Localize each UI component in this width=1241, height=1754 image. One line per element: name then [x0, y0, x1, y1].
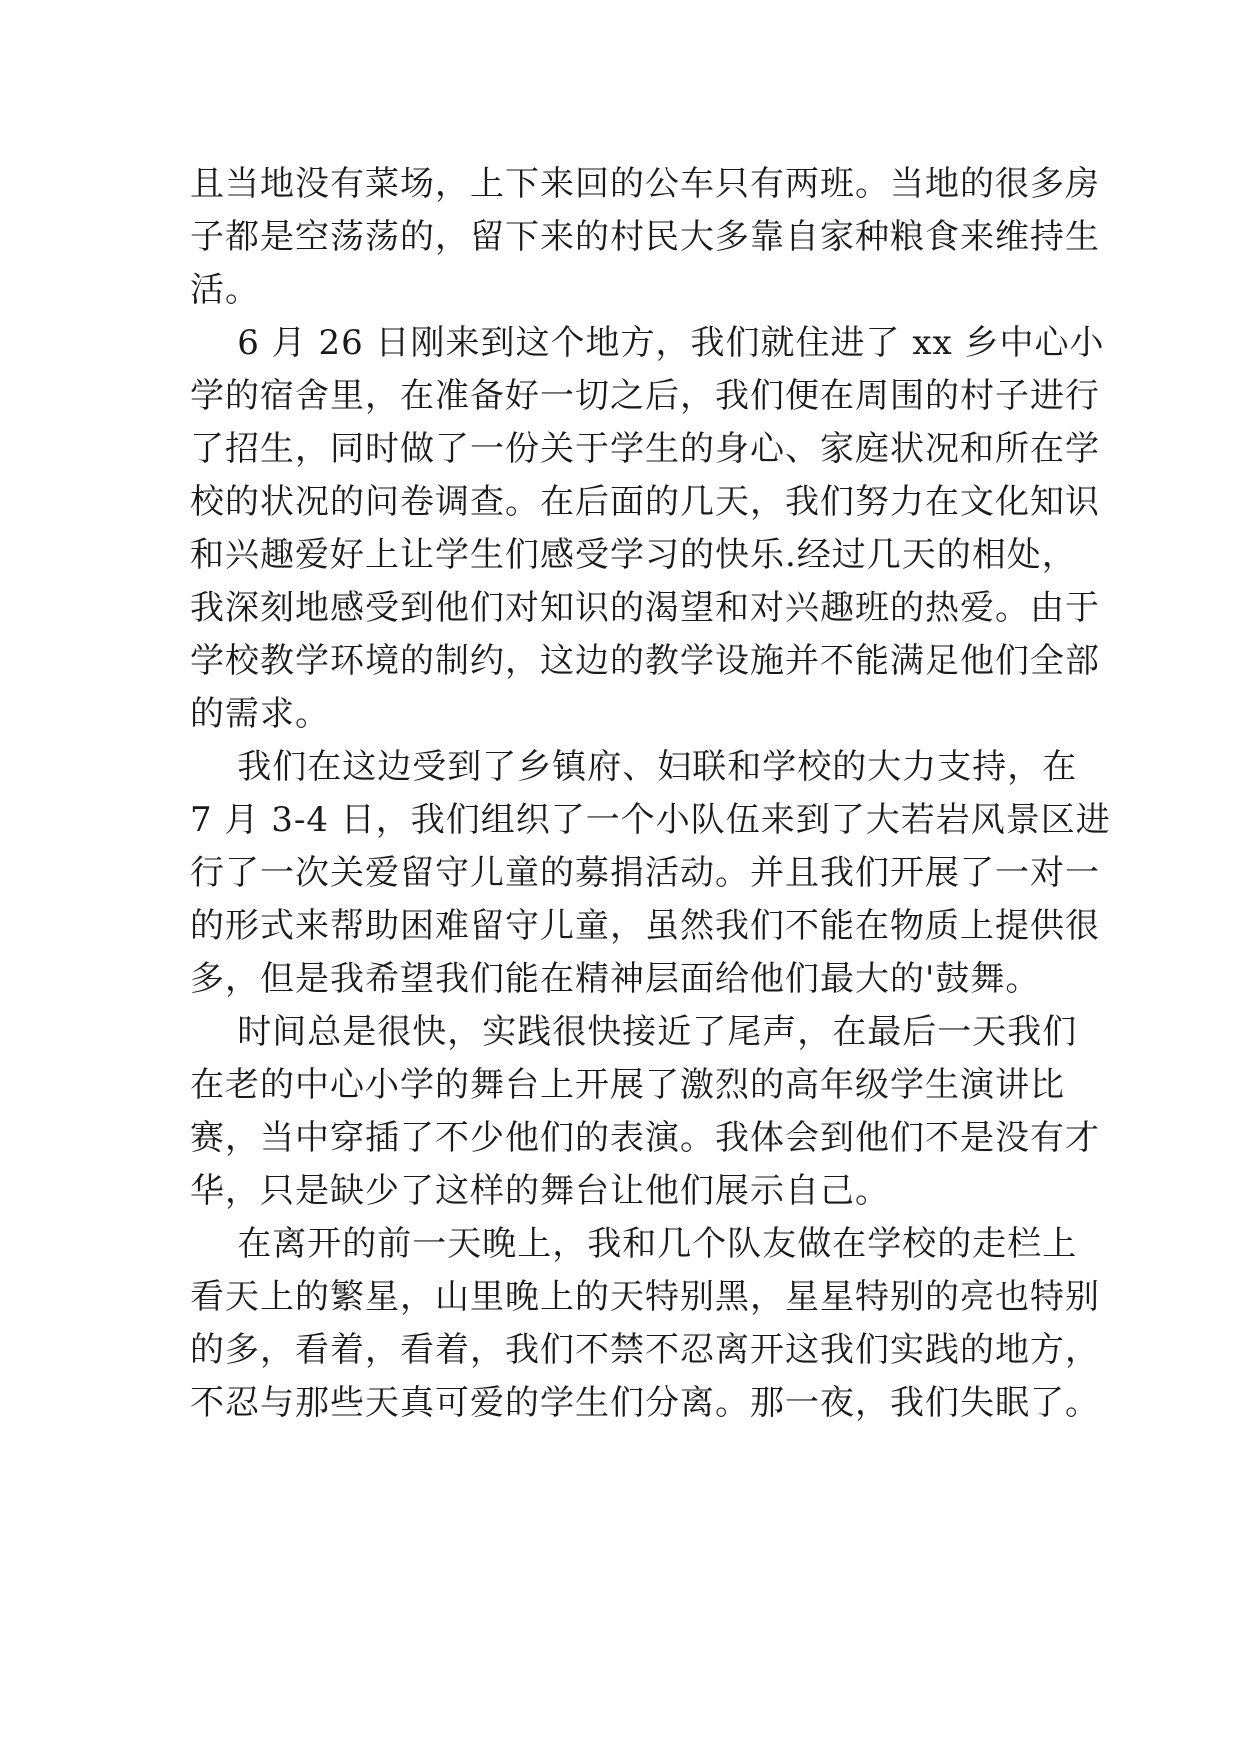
- text-line: 赛，当中穿插了不少他们的表演。我体会到他们不是没有才: [190, 1118, 1100, 1158]
- text-line: 学校教学环境的制约，这边的教学设施并不能满足他们全部: [190, 641, 1100, 681]
- text-line: 校的状况的问卷调查。在后面的几天，我们努力在文化知识: [190, 482, 1100, 522]
- text-line: 我们在这边受到了乡镇府、妇联和学校的大力支持，在: [190, 747, 1078, 787]
- text-line: 和兴趣爱好上让学生们感受学习的快乐.经过几天的相处，: [190, 535, 1077, 575]
- text-line: 看天上的繁星，山里晚上的天特别黑，星星特别的亮也特别: [190, 1277, 1100, 1317]
- text-line: 且当地没有菜场，上下来回的公车只有两班。当地的很多房: [190, 164, 1100, 204]
- text-line: 在老的中心小学的舞台上开展了激烈的高年级学生演讲比: [190, 1065, 1065, 1105]
- text-line: 了招生，同时做了一份关于学生的身心、家庭状况和所在学: [190, 429, 1100, 469]
- text-line: 我深刻地感受到他们对知识的渴望和对兴趣班的热爱。由于: [190, 588, 1100, 628]
- text-line: 学的宿舍里，在准备好一切之后，我们便在周围的村子进行: [190, 376, 1100, 416]
- text-line: 的多，看着，看着，我们不禁不忍离开这我们实践的地方，: [190, 1330, 1100, 1370]
- text-line: 的形式来帮助困难留守儿童，虽然我们不能在物质上提供很: [190, 906, 1100, 946]
- text-line: 行了一次关爱留守儿童的募捐活动。并且我们开展了一对一: [190, 853, 1100, 893]
- document-body: [190, 158, 1111, 1430]
- text-line: 活。: [190, 270, 260, 310]
- text-line: 不忍与那些天真可爱的学生们分离。那一夜，我们失眠了。: [190, 1383, 1100, 1423]
- text-line: 时间总是很快，实践很快接近了尾声，在最后一天我们: [190, 1012, 1078, 1052]
- text-line: 子都是空荡荡的，留下来的村民大多靠自家种粮食来维持生: [190, 217, 1100, 257]
- text-line: 多，但是我希望我们能在精神层面给他们最大的'鼓舞。: [190, 959, 1041, 999]
- text-line: 的需求。: [190, 694, 330, 734]
- text-line: 7 月 3-4 日，我们组织了一个小队伍来到了大若岩风景区进: [190, 800, 1111, 840]
- text-line: 在离开的前一天晚上，我和几个队友做在学校的走栏上: [190, 1224, 1078, 1264]
- text-line: 6 月 26 日刚来到这个地方，我们就住进了 xx 乡中心小: [190, 323, 1105, 363]
- text-line: 华，只是缺少了这样的舞台让他们展示自己。: [190, 1171, 890, 1211]
